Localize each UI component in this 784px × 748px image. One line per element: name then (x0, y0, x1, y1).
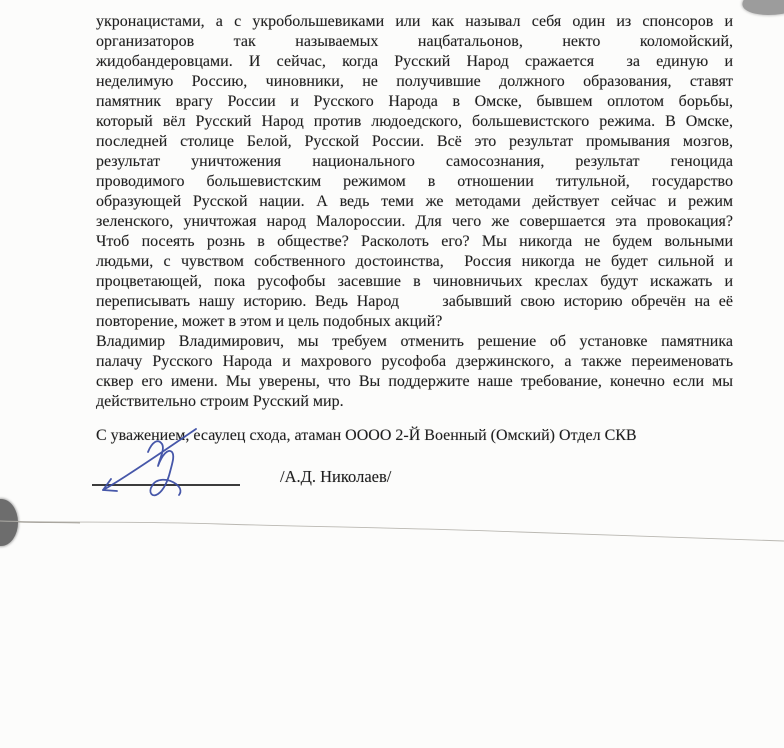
text-line: который вёл Русский Народ против людоедского, большевистского режима. В Омске, (96, 113, 733, 130)
paper-crease-line (0, 508, 784, 550)
text-line: людьми, с чувством собственного достоинства, Россия никогда не будет сильной и (96, 253, 733, 270)
text-line: жидобандеровцами. И сейчас, когда Русский Народ сражается за единую и (96, 53, 733, 70)
text-line: сквер его имени. Мы уверены, что Вы поддержите наше требование, конечно если мы (96, 373, 733, 390)
letter-body (96, 12, 733, 446)
text-line: Чтоб посеять рознь в обществе? Расколоть его? Мы никогда не будем вольными (96, 233, 733, 250)
paragraphs (96, 12, 733, 412)
text-line: памятник врагу России и Русского Народа в Омске, бывшем оплотом борьбы, (96, 93, 733, 110)
text-line: Владимир Владимирович, мы требуем отменить решение об установке памятника (96, 333, 733, 350)
text-line: образующей Русской нации. А ведь теми же методами действует сейчас и режим (96, 193, 733, 210)
text-line: укронацистами, а с укробольшевиками или как называл себя один из спонсоров и (96, 13, 733, 30)
text-line: процветающей, пока русофобы засевшие в чиновничьих креслах будут искажать и (96, 273, 733, 290)
closing-line: С уважением, есаулец схода, атаман ОООО 2-Й Военный (Омский) Отдел СКВ (96, 427, 637, 444)
handwritten-signature (95, 420, 255, 510)
text-line: неделимую Россию, чиновники, не получившие должного образования, ставят (96, 73, 733, 90)
text-line: результат уничтожения национального самосознания, результат геноцида (96, 153, 733, 170)
text-line: палачу Русского Народа и махрового русофоба дзержинского, а также переименовать (96, 353, 733, 370)
text-line: организаторов так называемых нацбатальонов, некто коломойский, (96, 33, 733, 50)
signature-name: /А.Д. Николаев/ (280, 467, 392, 486)
text-line: последней столице Белой, Русской России. Всё это результат промывания мозгов, (96, 133, 733, 150)
text-line: действительно строим Русский мир. (96, 393, 344, 410)
scan-artifact-top-right (740, 0, 784, 20)
text-line: зеленского, уничтожая народ Малороссии. Для чего же совершается эта провокация? (96, 213, 733, 230)
text-line: повторение, может в этом и цель подобных акций? (96, 313, 443, 330)
text-line: переписывать нашу историю. Ведь Народ забывший свою историю обречён на её (96, 293, 733, 310)
text-line: проводимого большевистским режимом в отношении титульной, государство (96, 173, 733, 190)
